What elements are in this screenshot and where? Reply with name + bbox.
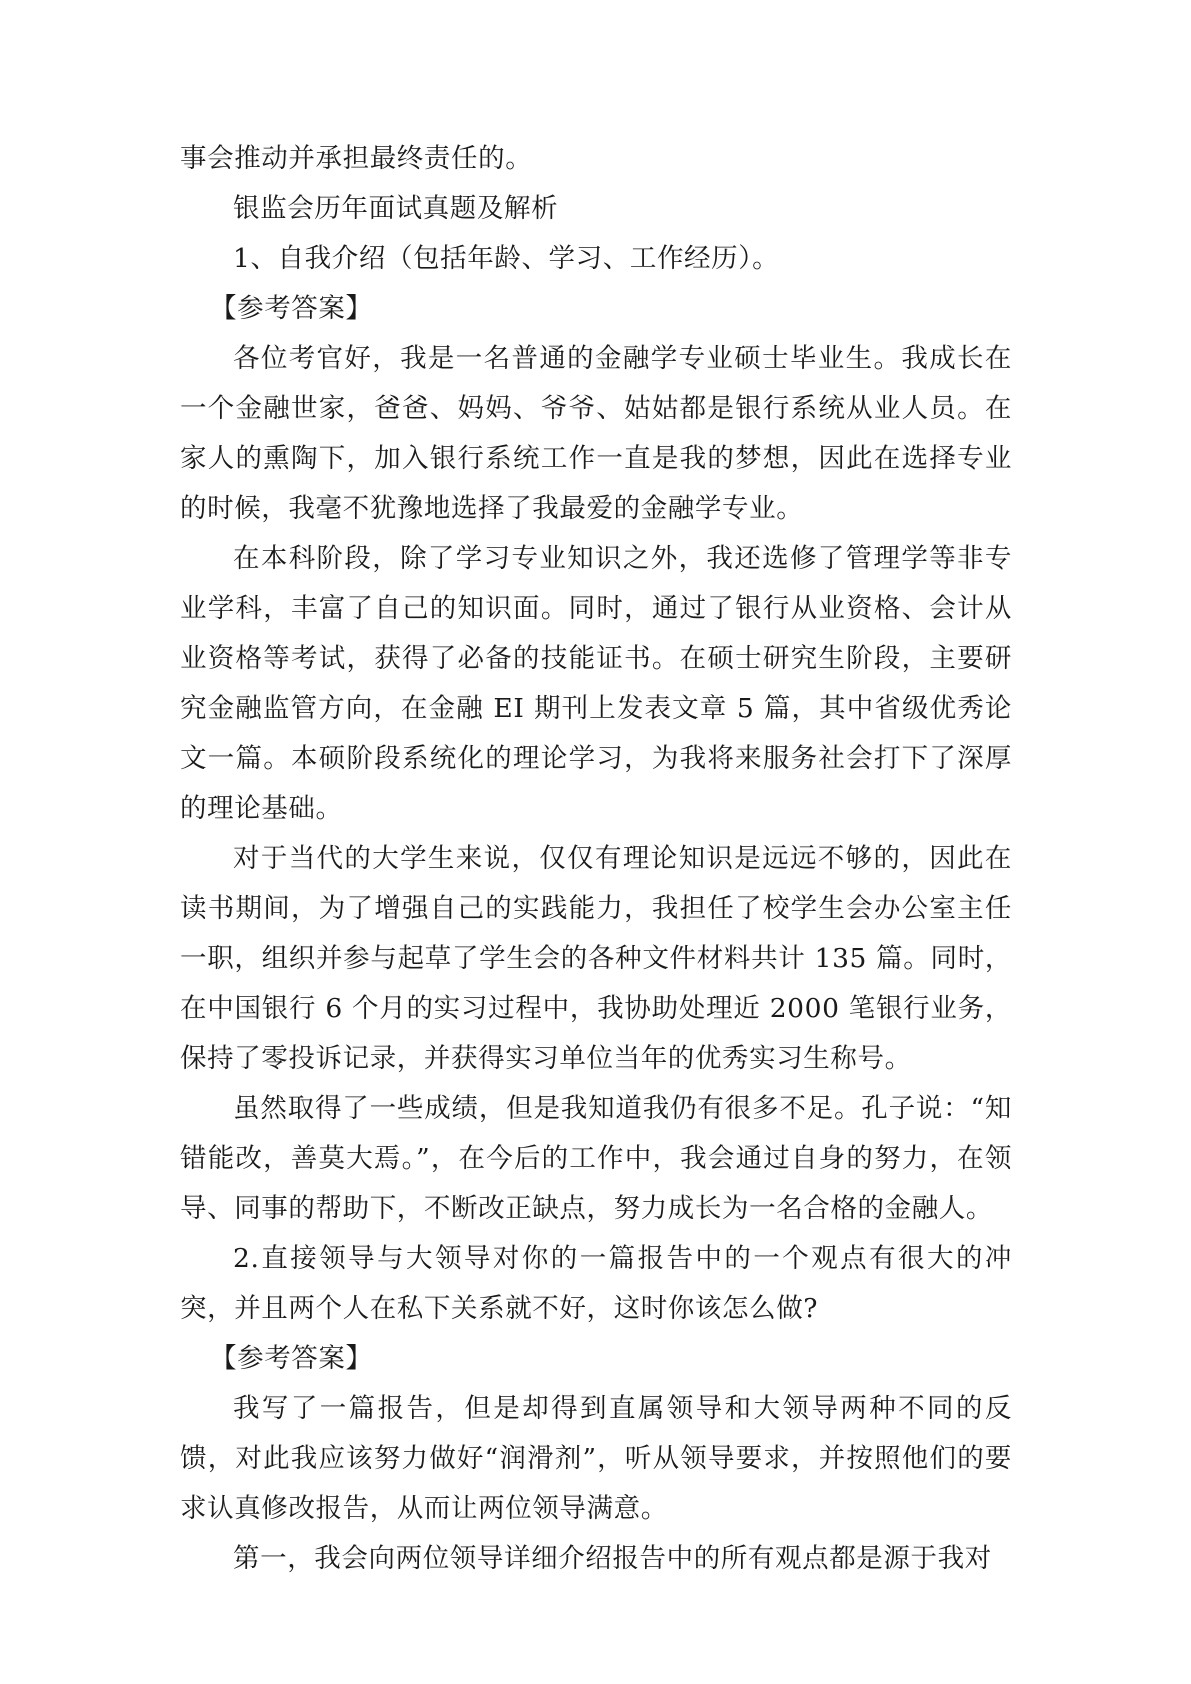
answer-2-paragraph-2: 第一，我会向两位领导详细介绍报告中的所有观点都是源于我对	[233, 1543, 992, 1574]
question-2: 2.直接领导与大领导对你的一篇报告中的一个观点有很大的冲突，并且两个人在私下关系就不好，这时你该怎么做?	[180, 1243, 1012, 1324]
document-body	[180, 134, 1012, 1584]
answer-1-paragraph-3: 对于当代的大学生来说，仅仅有理论知识是远远不够的，因此在读书期间，为了增强自己的实践能力，我担任了校学生会办公室主任一职，组织并参与起草了学生会的各种文件材料共计 135 篇。同时，在中国银行 6 个月的实习过程中，我协助处理近 2000 笔银行业务，保持了零投诉记录，并获得实习单位当年的优秀实习生称号。	[180, 843, 1012, 1074]
answer-label-2: 【参考答案】	[210, 1343, 373, 1374]
answer-1-paragraph-4: 虽然取得了一些成绩，但是我知道我仍有很多不足。孔子说：“知错能改，善莫大焉。”，在今后的工作中，我会通过自身的努力，在领导、同事的帮助下，不断改正缺点，努力成长为一名合格的金融人。	[180, 1093, 1012, 1224]
answer-2-paragraph-1: 我写了一篇报告，但是却得到直属领导和大领导两种不同的反馈，对此我应该努力做好“润滑剂”，听从领导要求，并按照他们的要求认真修改报告，从而让两位领导满意。	[180, 1393, 1012, 1524]
question-1: 1、自我介绍（包括年龄、学习、工作经历）。	[233, 243, 780, 274]
answer-1-paragraph-1: 各位考官好，我是一名普通的金融学专业硕士毕业生。我成长在一个金融世家，爸爸、妈妈、爷爷、姑姑都是银行系统从业人员。在家人的熏陶下，加入银行系统工作一直是我的梦想，因此在选择专业的时候，我毫不犹豫地选择了我最爱的金融学专业。	[180, 343, 1012, 524]
answer-label-1: 【参考答案】	[210, 293, 373, 324]
section-title: 银监会历年面试真题及解析	[233, 193, 559, 224]
answer-1-paragraph-2: 在本科阶段，除了学习专业知识之外，我还选修了管理学等非专业学科，丰富了自己的知识面。同时，通过了银行从业资格、会计从业资格等考试，获得了必备的技能证书。在硕士研究生阶段，主要研究金融监管方向，在金融 EI 期刊上发表文章 5 篇，其中省级优秀论文一篇。本硕阶段系统化的理论学习，为我将来服务社会打下了深厚的理论基础。	[180, 543, 1012, 824]
paragraph-continuation: 事会推动并承担最终责任的。	[180, 143, 533, 174]
